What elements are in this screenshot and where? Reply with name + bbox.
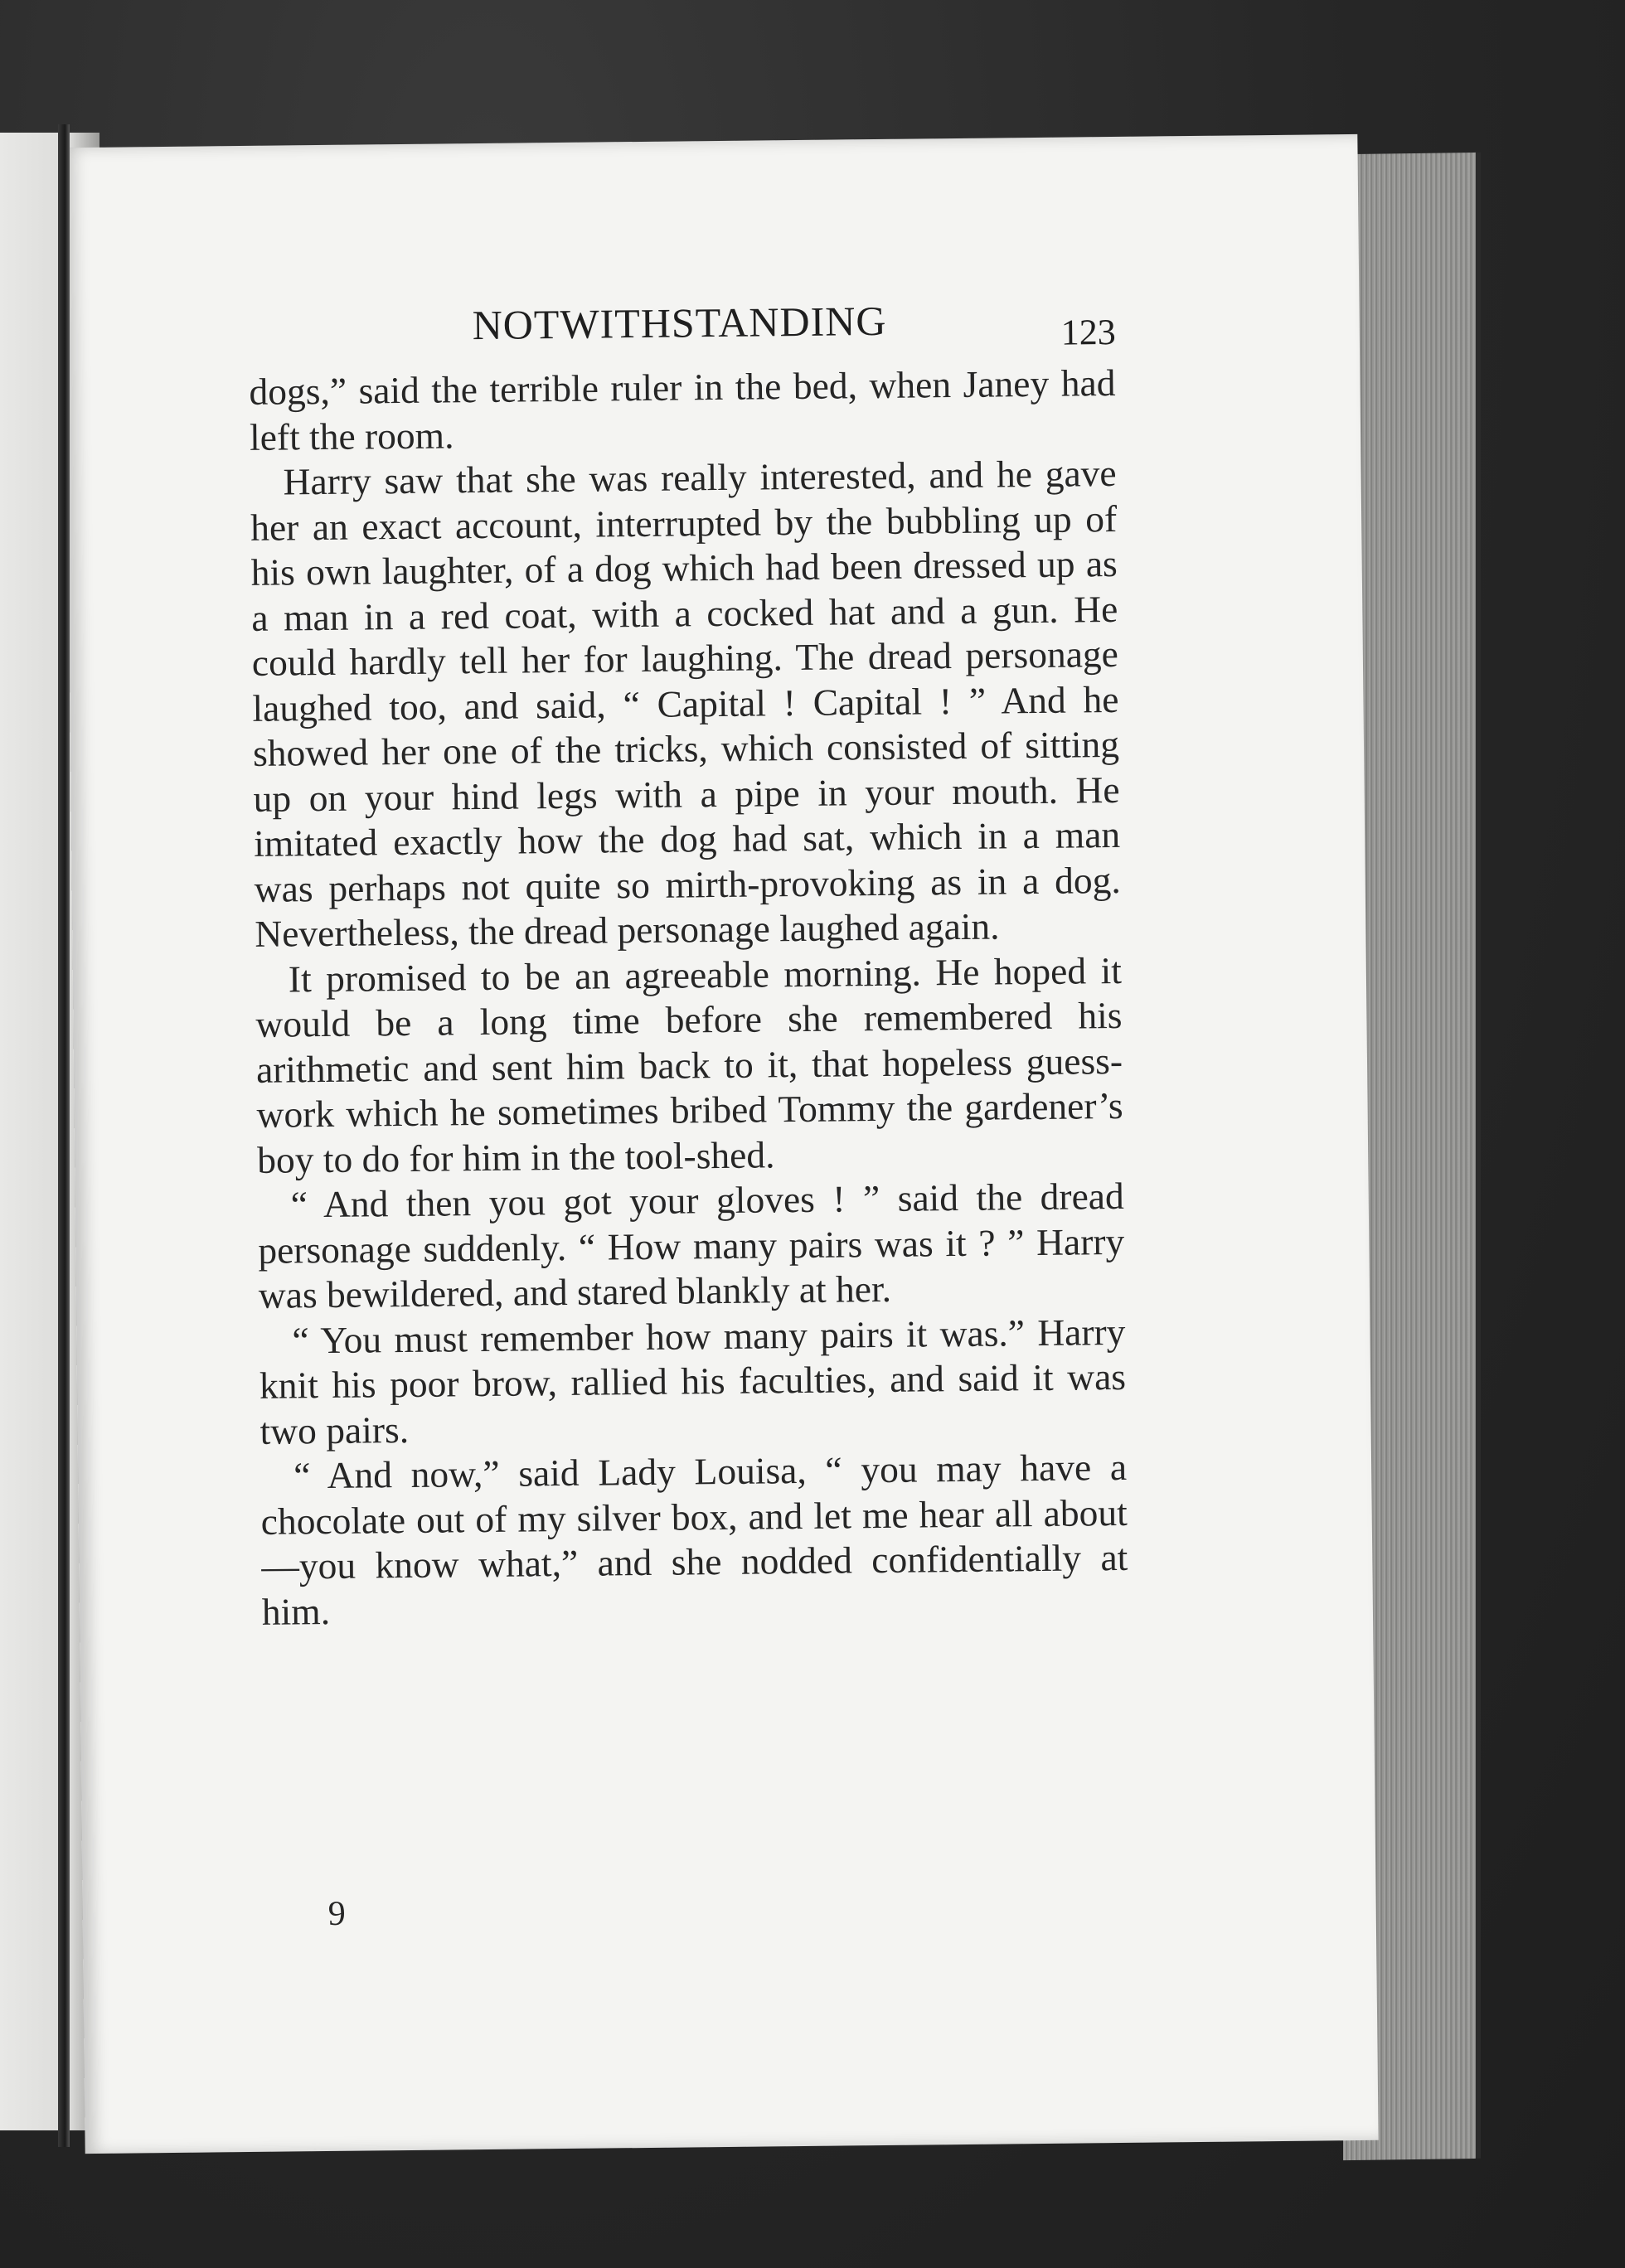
paragraph: Harry saw that she was really interested, and he gave her an exact account, interrupted by the bubbling up of his own laughter, of a dog which had been dressed up as a man in a red coat, with a cocked hat and a gun. He could hardly tell her for laughing. The dread personage laughed too, and said, “ Capital ! Capital ! ” And he showed her one of the tricks, which consisted of sitting up on your hind legs with a pipe in your mouth. He imitated exactly how the dog had sat, which in a man was perhaps not quite so mirth-provoking as in a dog. Nevertheless, the dread personage laughed again.	[250, 451, 1121, 955]
paragraph: dogs,” said the terrible ruler in the bed, when Janey had left the room.	[249, 361, 1116, 458]
book-page	[64, 134, 1378, 2154]
page-number: 123	[1060, 311, 1117, 353]
paragraph: “ You must remember how many pairs it was.” Harry knit his poor brow, rallied his faculties, and said it was two pairs.	[259, 1310, 1127, 1452]
body-text	[249, 361, 1128, 1635]
signature-mark: 9	[327, 1894, 346, 1934]
paragraph: “ And now,” said Lady Louisa, “ you may have a chocolate out of my silver box, and let me hear all about—you know what,” and she nodded confidentially at him.	[260, 1445, 1128, 1633]
running-head: NOTWITHSTANDING	[472, 297, 887, 349]
paragraph: It promised to be an agreeable morning. He hoped it would be a long time before she remembered his arithmetic and sent him back to it, that hopeless guess-work which he sometimes bribed Tommy the gardener’s boy to do for him in the tool-shed.	[255, 948, 1123, 1181]
paragraph: “ And then you got your gloves ! ” said the dread personage suddenly. “ How many pairs was it ? ” Harry was bewildered, and stared blankly at her.	[258, 1174, 1125, 1316]
book-spine	[58, 124, 70, 2147]
